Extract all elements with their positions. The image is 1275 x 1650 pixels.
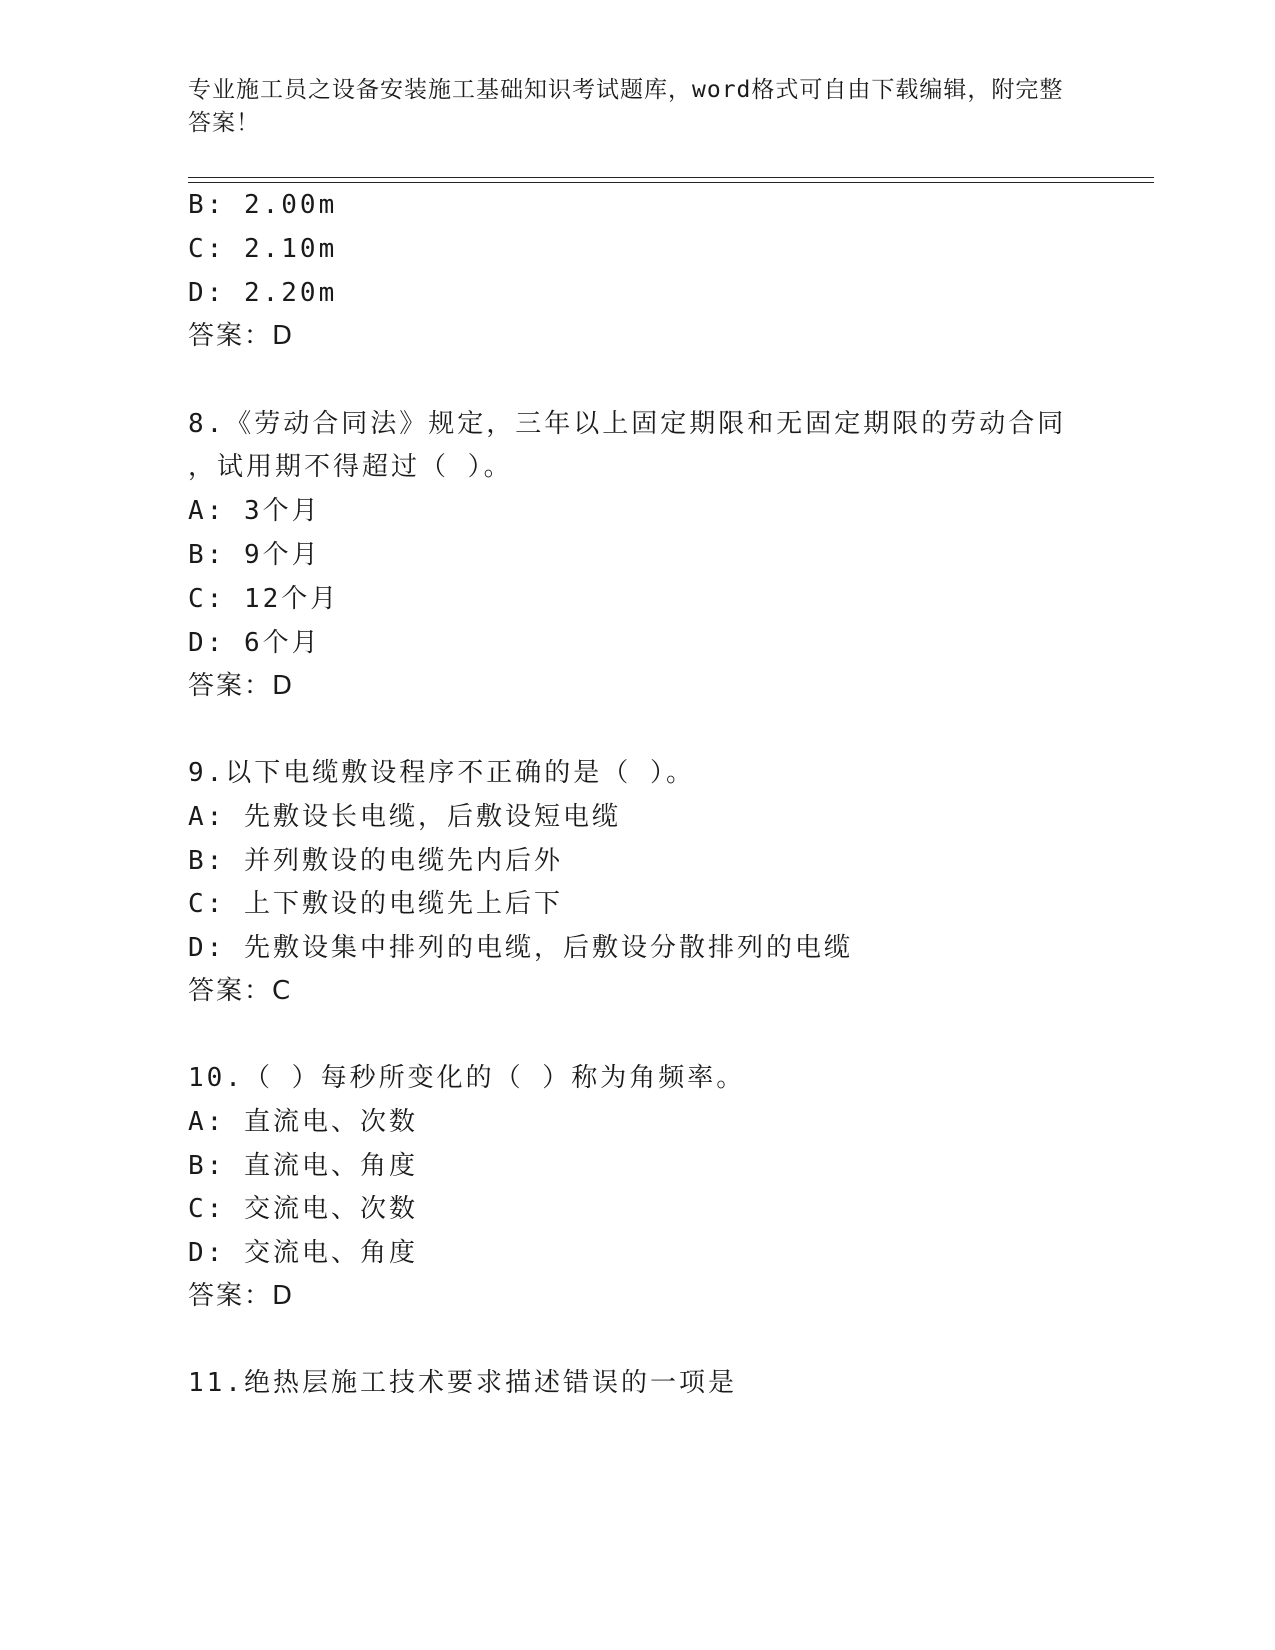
q8-stem-line2: ，试用期不得超过（ ）。 [188, 452, 513, 482]
q8-option-b: B: 9个月 [188, 540, 321, 570]
q7-option-b: B: 2.00m [188, 190, 338, 220]
q7-answer: 答案：D [188, 321, 295, 351]
q7-option-d: D: 2.20m [188, 278, 338, 308]
q8-option-c: C: 12个月 [188, 584, 340, 614]
document-header: 专业施工员之设备安装施工基础知识考试题库，word格式可自由下载编辑，附完整答案！ [188, 77, 1064, 136]
q9-option-d: D: 先敷设集中排列的电缆，后敷设分散排列的电缆 [188, 933, 853, 963]
q10-option-d: D: 交流电、角度 [188, 1238, 418, 1268]
q10-option-b: B: 直流电、角度 [188, 1151, 418, 1181]
q8-stem-line1: 8.《劳动合同法》规定，三年以上固定期限和无固定期限的劳动合同 [188, 409, 1067, 439]
q8-option-a: A: 3个月 [188, 496, 321, 526]
header-divider-bottom [188, 182, 1154, 183]
q10-option-c: C: 交流电、次数 [188, 1194, 418, 1224]
q10-option-a: A: 直流电、次数 [188, 1107, 418, 1137]
q10-stem: 10.（ ）每秒所变化的（ ）称为角频率。 [188, 1063, 746, 1093]
q8-option-d: D: 6个月 [188, 628, 321, 658]
header-divider-top [188, 177, 1154, 178]
q10-answer: 答案：D [188, 1281, 295, 1311]
q8-answer: 答案：D [188, 671, 295, 701]
q11-stem: 11.绝热层施工技术要求描述错误的一项是 [188, 1368, 737, 1398]
q9-stem: 9.以下电缆敷设程序不正确的是（ ）。 [188, 758, 695, 788]
q9-option-b: B: 并列敷设的电缆先内后外 [188, 846, 563, 876]
q9-option-c: C: 上下敷设的电缆先上后下 [188, 889, 563, 919]
q9-answer: 答案：C [188, 976, 293, 1006]
q7-option-c: C: 2.10m [188, 234, 338, 264]
q9-option-a: A: 先敷设长电缆，后敷设短电缆 [188, 802, 621, 832]
